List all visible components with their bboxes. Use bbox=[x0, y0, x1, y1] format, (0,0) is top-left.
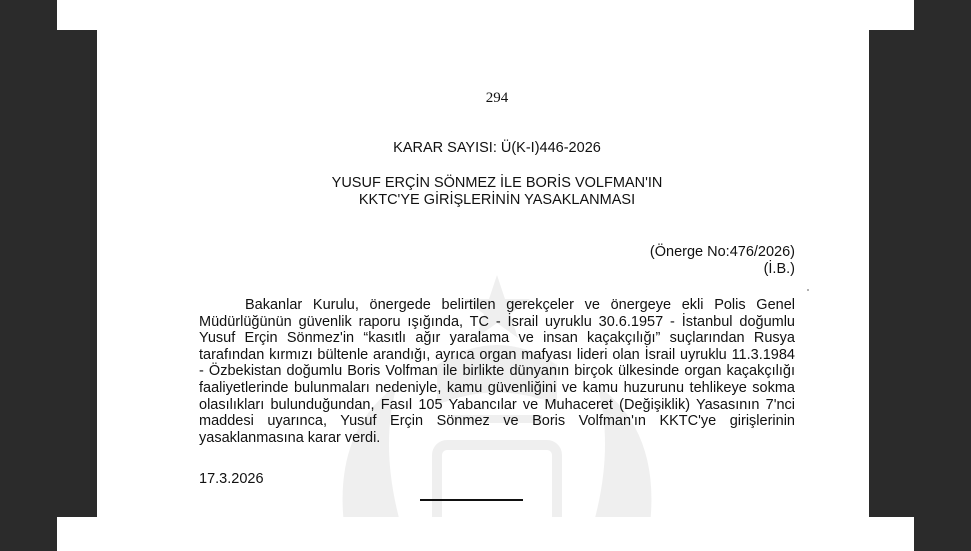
decision-number: KARAR SAYISI: Ü(K-I)446-2026 bbox=[393, 140, 601, 156]
motion-number: (Önerge No:476/2026) bbox=[649, 244, 795, 260]
document-title-line-1: YUSUF ERÇİN SÖNMEZ İLE BORİS VOLFMAN'IN bbox=[331, 175, 663, 191]
background-page-bottom bbox=[57, 517, 914, 551]
document-title bbox=[97, 175, 869, 209]
document-page bbox=[97, 30, 869, 517]
page-number: 294 bbox=[485, 90, 509, 106]
motion-initials: (İ.B.) bbox=[763, 261, 795, 277]
background-page-top bbox=[57, 0, 914, 30]
decision-date: 17.3.2026 bbox=[199, 471, 264, 487]
motion-reference bbox=[650, 244, 795, 278]
scan-speck bbox=[807, 289, 809, 291]
signature-line bbox=[420, 499, 523, 501]
document-title-line-2: KKTC'YE GİRİŞLERİNİN YASAKLANMASI bbox=[358, 192, 636, 208]
decision-body-text: Bakanlar Kurulu, önergede belirtilen gerekçeler ve önergeye ekli Polis Genel Müdürlüğünün güvenlik raporu ışığında, TC - İsrail uyruklu 30.6.1957 - İstanbul doğumlu Yusuf Erçin Sönmez'in “kasıtlı ağır yaralama ve insan kaçakçılığı” suçlarından Rusya tarafından kırmızı bültenle arandığı, ayrıca organ mafyası lideri olan İsrail uyruklu 11.3.1984 - Özbekistan doğumlu Boris Volfman ile birlikte dünyanın birçok ülkesinde organ kaçakçılığı faaliyetlerinde bulunmaları nedeniyle, kamu güvenliğini ve kamu huzurunu tehlikeye sokma olasılıkları bulunduğundan, Fasıl 105 Yabancılar ve Muhaceret (Değişiklik) Yasasının 7'nci maddesi uyarınca, Yusuf Erçin Sönmez ve Boris Volfman'ın KKTC'ye girişlerinin yasaklanmasına karar verdi. bbox=[199, 297, 795, 446]
